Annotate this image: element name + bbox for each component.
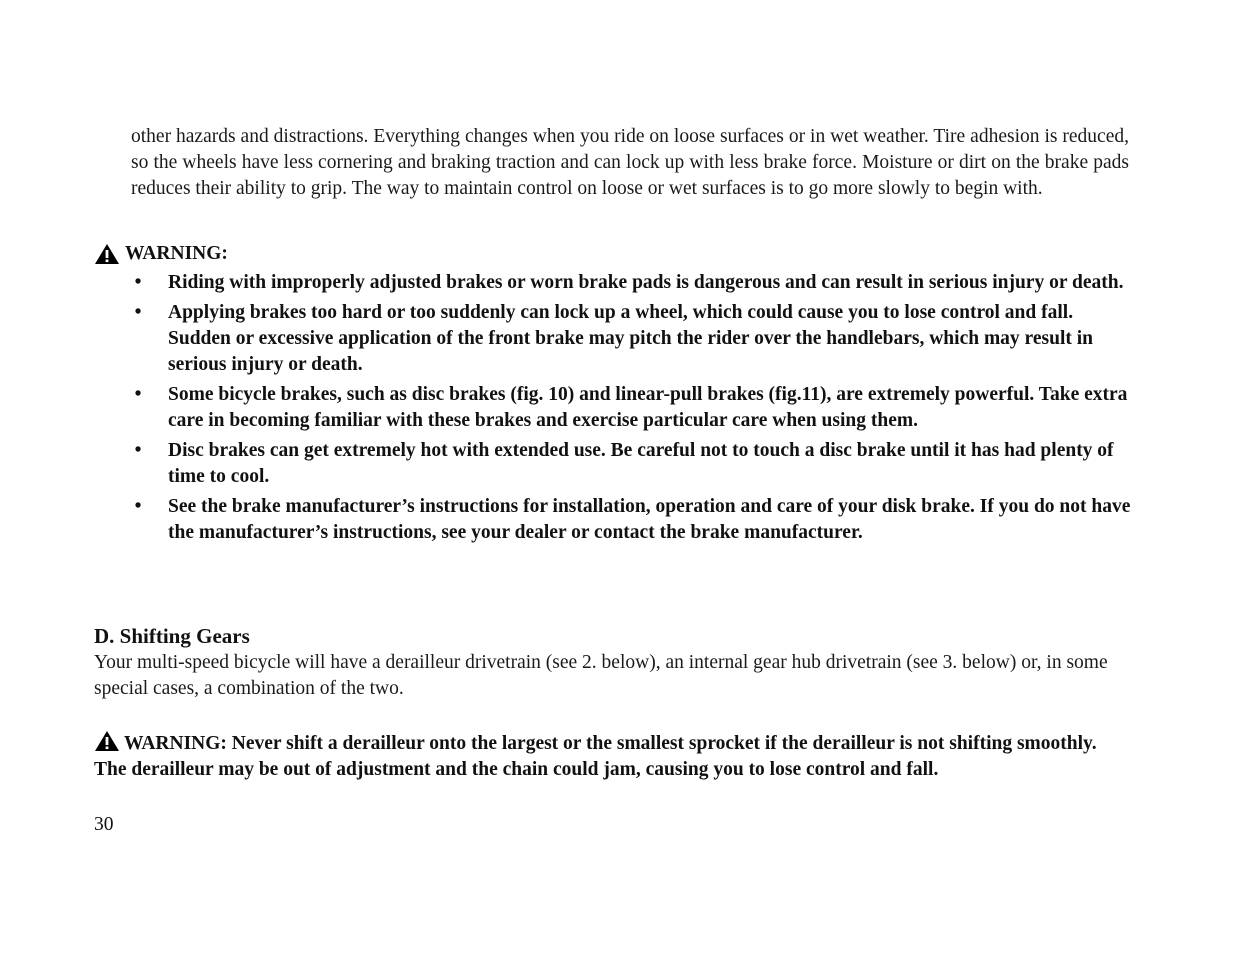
warning-triangle-icon — [94, 730, 120, 752]
list-item — [131, 438, 1131, 490]
brake-warning-heading — [94, 241, 228, 267]
list-item — [131, 300, 1131, 378]
page-number: 30 — [94, 814, 114, 835]
list-item — [131, 494, 1131, 546]
brake-warning-list — [131, 270, 1131, 550]
list-item-text: Riding with improperly adjusted brakes or worn brake pads is dangerous and can result in serious injury or death. — [168, 272, 1124, 293]
bullet: • — [134, 496, 142, 517]
list-item-text: Applying brakes too hard or too suddenly can lock up a wheel, which could cause you to lose control and fall. Sudden or excessive application of the front brake may pitch the rider over the handlebars, which may result in serious injury or death. — [168, 302, 1094, 375]
bullet: • — [134, 302, 142, 323]
list-item-text: Some bicycle brakes, such as disc brakes (fig. 10) and linear-pull brakes (fig.11), are extremely powerful. Take extra care in becoming familiar with these brakes and exercise particular care when using them. — [168, 384, 1128, 431]
bullet: • — [134, 272, 142, 293]
list-item-text: See the brake manufacturer’s instructions for installation, operation and care of your disk brake. If you do not have the manufacturer’s instructions, see your dealer or contact the brake manufacturer. — [168, 496, 1131, 543]
list-item — [131, 270, 1131, 296]
bullet: • — [134, 384, 142, 405]
section-body: Your multi-speed bicycle will have a derailleur drivetrain (see 2. below), an internal gear hub drivetrain (see 3. below) or, in some special cases, a combination of the two. — [94, 652, 1108, 699]
derailleur-warning — [94, 730, 1124, 783]
list-item-text: Disc brakes can get extremely hot with extended use. Be careful not to touch a disc brake until it has had plenty of time to cool. — [168, 440, 1114, 487]
intro-paragraph: other hazards and distractions. Everything changes when you ride on loose surfaces or in wet weather. Tire adhesion is reduced, so the wheels have less cornering and braking traction and can lock up with less brake force. Moisture or dirt on the brake pads reduces their ability to grip. The way to maintain control on loose or wet surfaces is to go more slowly to begin with. — [131, 126, 1129, 199]
warning-triangle-icon — [94, 243, 120, 265]
warning-label: WARNING: — [125, 243, 228, 264]
derailleur-warning-text: WARNING: Never shift a derailleur onto the largest or the smallest sprocket if the derailleur is not shifting smoothly. The derailleur may be out of adjustment and the chain could jam, causing you to lose control and fall. — [94, 733, 1097, 780]
list-item — [131, 382, 1131, 434]
bullet: • — [134, 440, 142, 461]
section-title: D. Shifting Gears — [94, 624, 250, 648]
